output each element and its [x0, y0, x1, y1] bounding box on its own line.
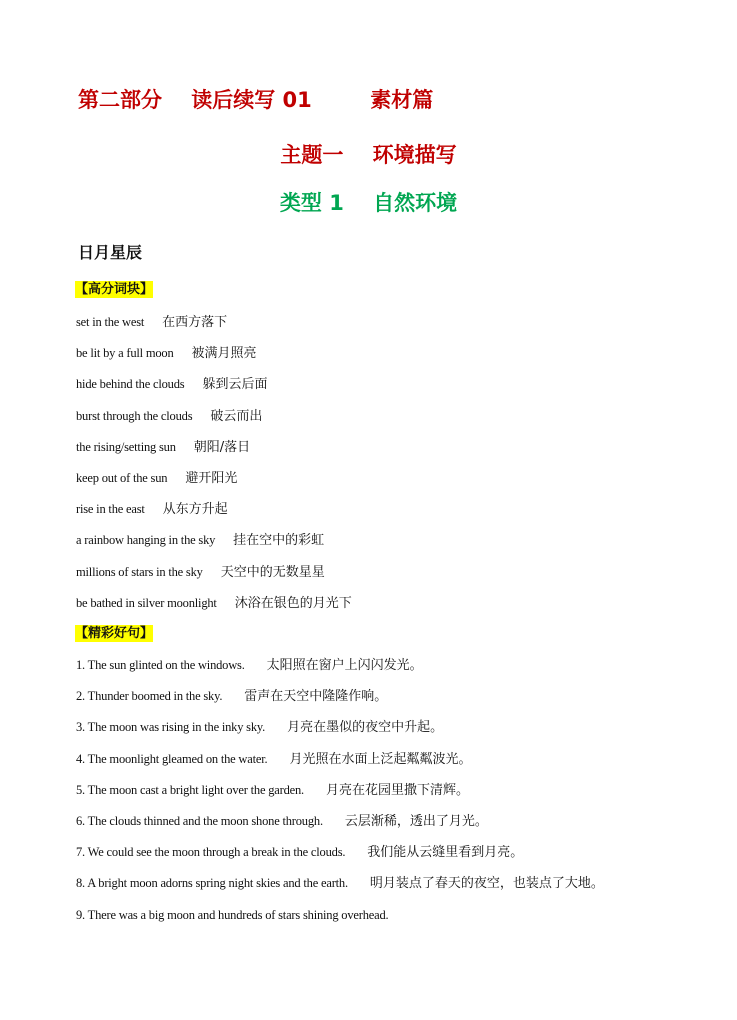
phrase-chinese: 挂在空中的彩虹 — [233, 533, 325, 549]
sentence-english: 9. There was a big moon and hundreds of stars shining overhead. — [76, 907, 389, 922]
topic-title: 主题一 环境描写 — [280, 143, 457, 167]
sentence-item — [76, 748, 604, 779]
phrase-english: rise in the east — [76, 502, 145, 517]
phrase-item — [76, 467, 352, 498]
sentences-tag — [75, 622, 153, 641]
sentence-item — [76, 654, 604, 685]
phrase-item — [76, 561, 352, 592]
phrase-english: set in the west — [76, 315, 145, 329]
phrase-chinese: 被满月照亮 — [191, 346, 257, 362]
phrase-chinese: 沐浴在银色的月光下 — [234, 595, 352, 611]
phrase-chinese: 躲到云后面 — [202, 377, 268, 393]
sentence-english: 6. The clouds thinned and the moon shone through. — [76, 813, 323, 828]
section-heading: 日月星辰 — [78, 243, 143, 262]
phrase-item — [76, 436, 352, 467]
sentence-english: 3. The moon was rising in the inky sky. — [76, 720, 266, 735]
sentence-item — [76, 685, 604, 716]
phrase-chinese: 破云而出 — [210, 408, 263, 424]
sentence-english: 5. The moon cast a bright light over the garden. — [76, 782, 304, 797]
phrases-tag-label: 【高分词块】 — [75, 282, 154, 297]
phrase-item — [76, 529, 352, 560]
sentence-chinese: 月亮在墨似的夜空中升起。 — [287, 720, 444, 736]
part-title: 第二部分 读后续写 01 素材篇 — [78, 88, 434, 112]
phrase-english: keep out of the sun — [76, 470, 168, 485]
sentence-english: 4. The moonlight gleamed on the water. — [76, 751, 268, 766]
sentence-item — [76, 716, 604, 747]
sentence-item — [76, 779, 604, 810]
sentence-item — [76, 872, 604, 903]
sentence-chinese: 明月装点了春天的夜空，也装点了大地。 — [369, 876, 604, 892]
sentence-english: 7. We could see the moon through a break in the clouds. — [76, 845, 346, 860]
phrase-item — [76, 342, 352, 373]
phrase-list — [76, 311, 352, 623]
sentence-chinese: 月亮在花园里撒下清辉。 — [325, 782, 469, 798]
phrase-english: the rising/setting sun — [76, 439, 176, 454]
phrase-item — [76, 405, 352, 436]
phrase-chinese: 避开阳光 — [185, 470, 238, 486]
sentence-chinese: 月光照在水面上泛起粼粼波光。 — [289, 751, 472, 767]
sentence-chinese: 云层渐稀，透出了月光。 — [344, 813, 488, 829]
sentence-item — [76, 810, 604, 841]
phrase-english: millions of stars in the sky — [76, 564, 203, 579]
type-title: 类型 1 自然环境 — [279, 191, 458, 215]
phrase-item — [76, 498, 352, 529]
sentence-chinese: 太阳照在窗户上闪闪发光。 — [266, 658, 423, 673]
phrase-chinese: 在西方落下 — [162, 315, 228, 330]
sentence-item — [76, 904, 604, 935]
sentence-english: 2. Thunder boomed in the sky. — [76, 689, 223, 704]
phrase-item — [76, 592, 352, 623]
sentence-english: 1. The sun glinted on the windows. — [76, 658, 245, 672]
phrase-english: be lit by a full moon — [76, 346, 174, 361]
phrase-chinese: 朝阳/落日 — [193, 439, 251, 455]
sentence-english: 8. A bright moon adorns spring night skies and the earth. — [76, 876, 348, 891]
phrase-chinese: 天空中的无数星星 — [220, 564, 325, 580]
sentence-list — [76, 654, 604, 935]
sentence-item — [76, 841, 604, 872]
sentence-chinese: 雷声在天空中隆隆作响。 — [244, 689, 388, 705]
phrase-item — [76, 311, 352, 342]
phrase-english: be bathed in silver moonlight — [76, 595, 217, 610]
sentence-chinese: 我们能从云缝里看到月亮。 — [367, 845, 524, 861]
phrase-english: a rainbow hanging in the sky — [76, 533, 216, 548]
sentences-tag-label: 【精彩好句】 — [75, 626, 154, 641]
phrase-english: hide behind the clouds — [76, 377, 185, 392]
phrases-tag — [75, 278, 153, 297]
phrase-item — [76, 373, 352, 404]
phrase-chinese: 从东方升起 — [162, 502, 228, 518]
phrase-english: burst through the clouds — [76, 408, 193, 423]
